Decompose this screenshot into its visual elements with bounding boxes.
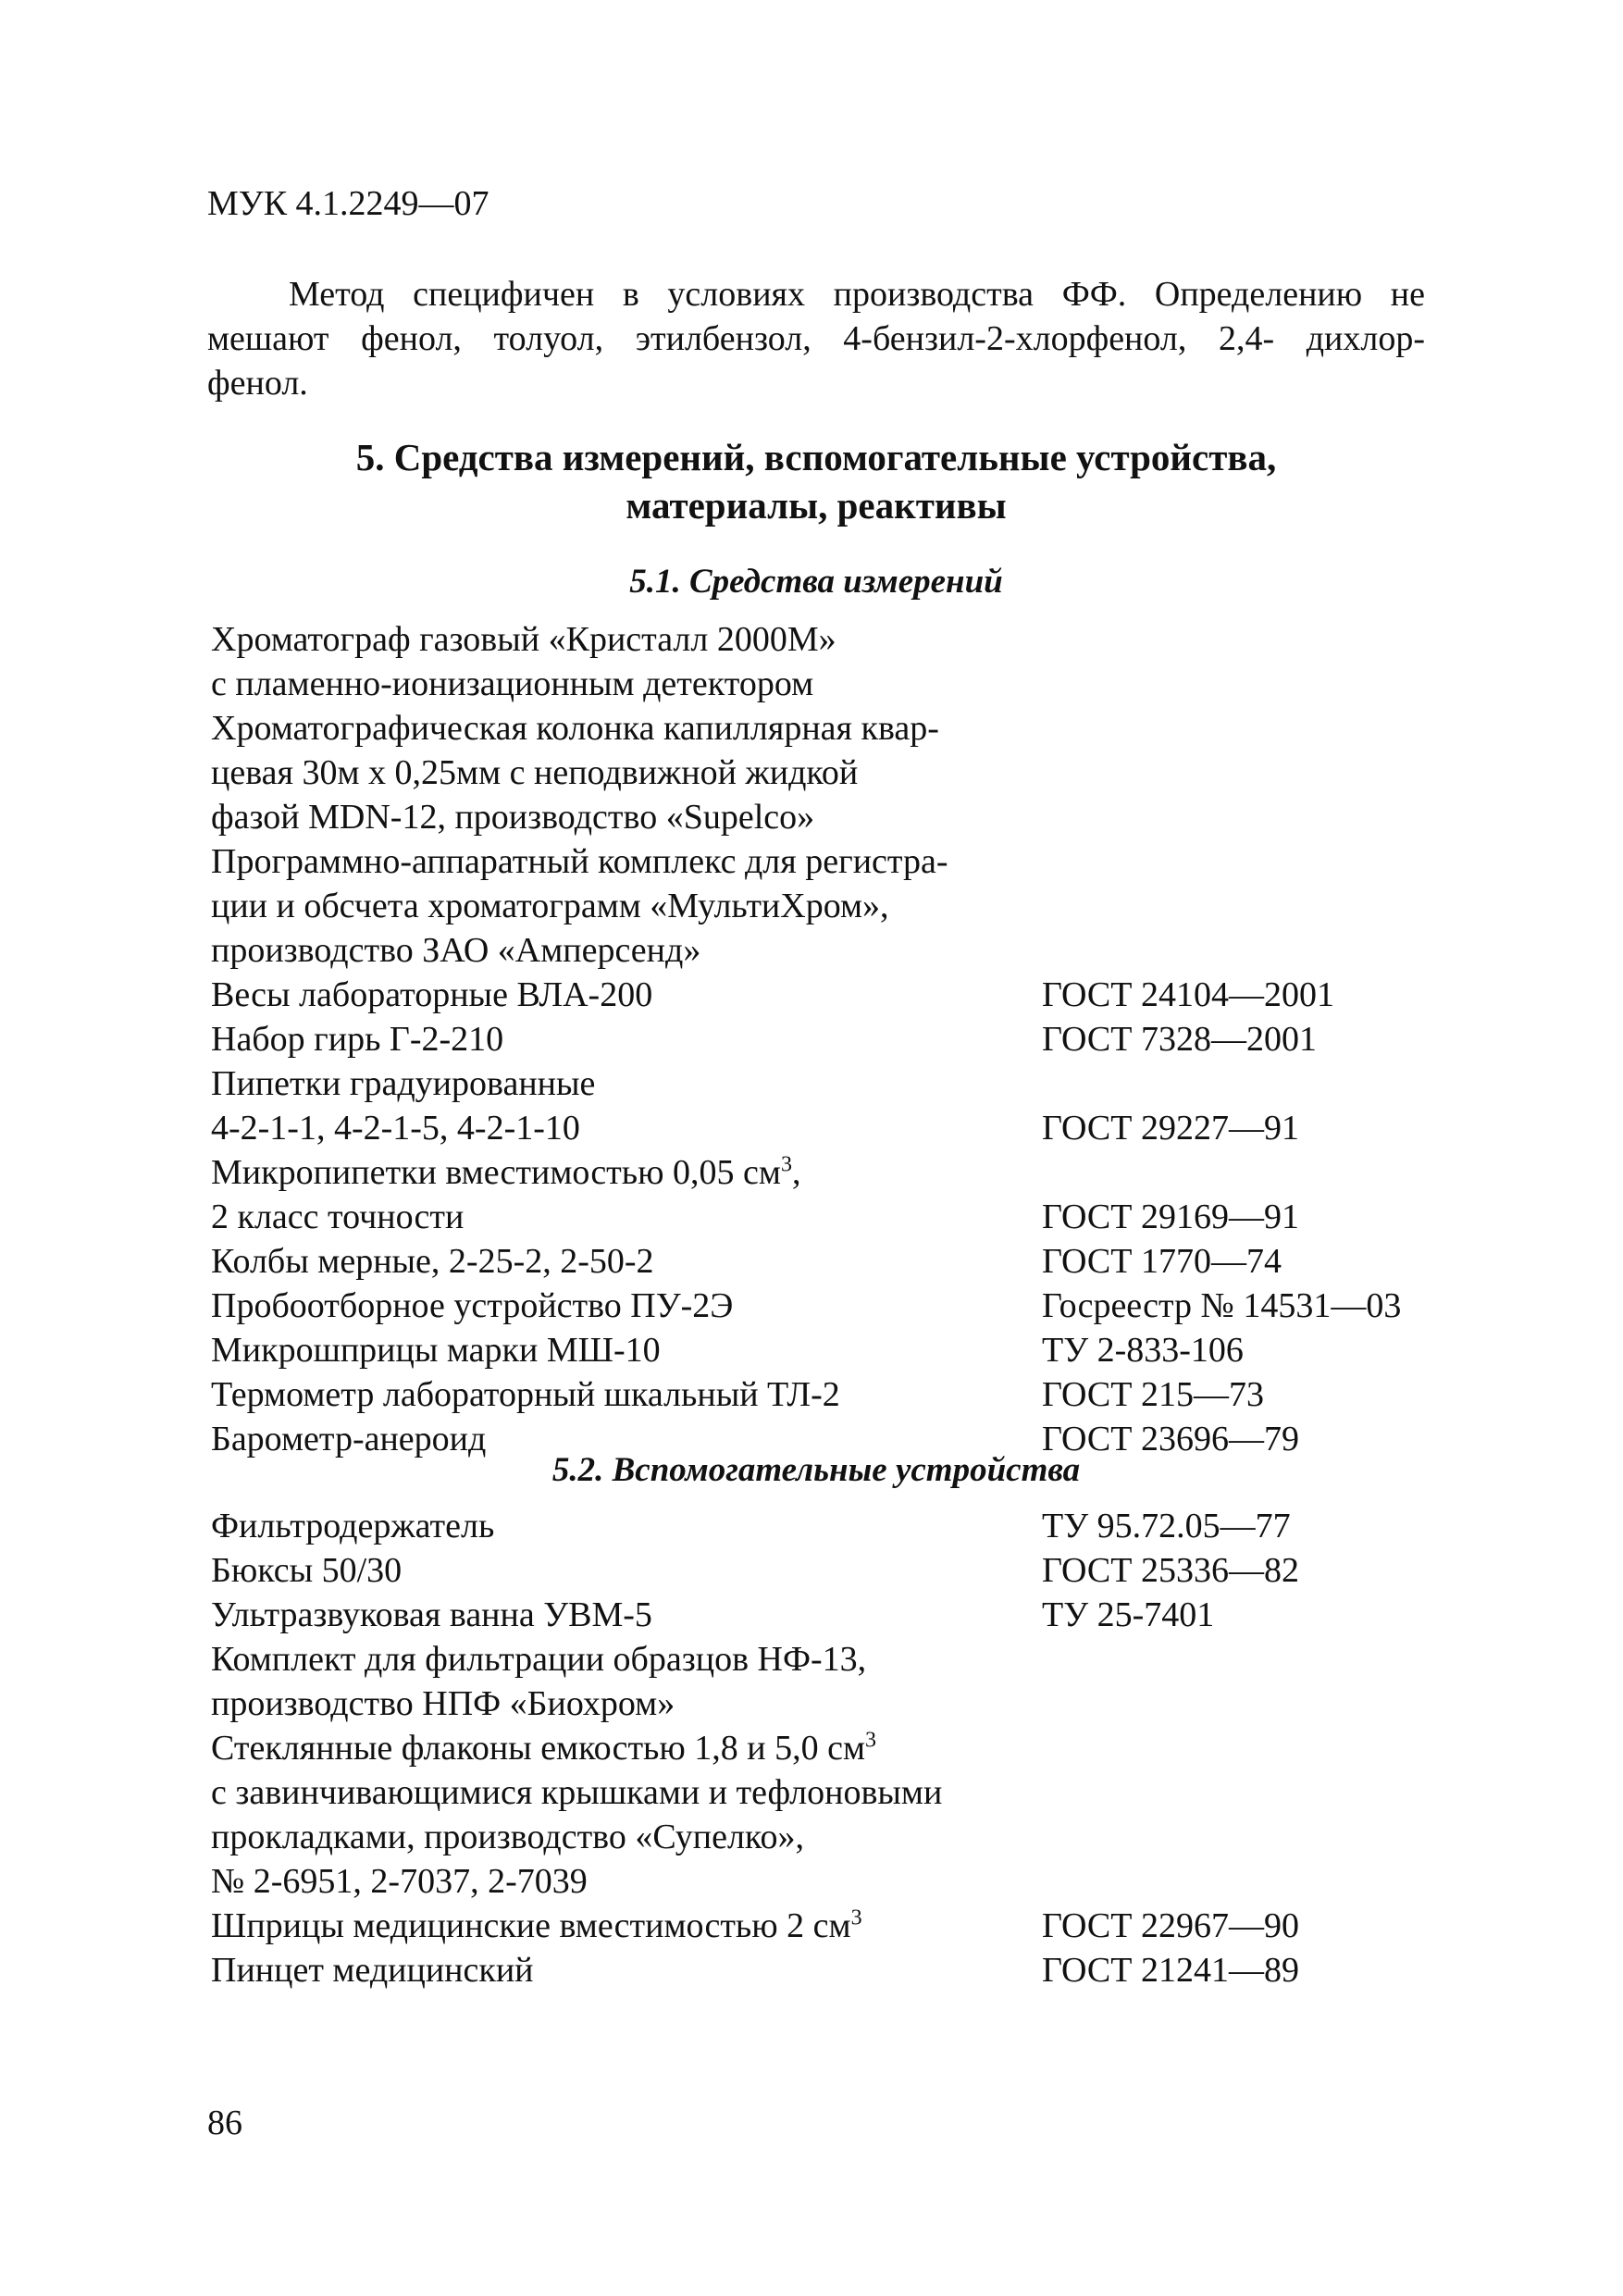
item-name: производство ЗАО «Амперсенд» (211, 931, 701, 970)
item-standard: ГОСТ 23696—79 (1042, 1420, 1299, 1458)
measuring-instruments-list (211, 618, 1469, 1462)
list-item (211, 885, 1469, 929)
list-item (211, 840, 1469, 885)
superscript: 3 (865, 1728, 877, 1753)
item-standard: Госреестр № 14531—03 (1042, 1286, 1402, 1325)
item-name: прокладками, производство «Супелко», (211, 1818, 804, 1856)
list-item (211, 1285, 1469, 1329)
list-item (211, 974, 1469, 1018)
item-name: 2 класс точности (211, 1198, 465, 1236)
item-name: Термометр лабораторный шкальный ТЛ-2 (211, 1375, 840, 1414)
item-name: цевая 30м х 0,25мм с неподвижной жидкой (211, 753, 859, 792)
item-name: Программно-аппаратный комплекс для регистра- (211, 842, 948, 881)
list-item (211, 1018, 1469, 1062)
list-item (211, 929, 1469, 974)
item-standard: ГОСТ 22967—90 (1042, 1906, 1299, 1945)
subsection-title-measuring: 5.1. Средства измерений (629, 563, 1003, 601)
list-item (211, 1594, 1469, 1638)
section-title-line: материалы, реактивы (626, 484, 1007, 527)
item-standard: ГОСТ 215—73 (1042, 1375, 1264, 1414)
item-name-text: Стеклянные флаконы емкостью 1,8 и 5,0 см (211, 1729, 866, 1768)
item-name: Бюксы 50/30 (211, 1551, 403, 1590)
item-name (211, 1905, 862, 1947)
item-name-text: Шприцы медицинские вместимостью 2 см (211, 1906, 851, 1945)
superscript: 3 (780, 1152, 792, 1177)
item-name: с завинчивающимися крышками и тефлоновыми (211, 1773, 943, 1812)
intro-line: фенол. (207, 364, 308, 403)
item-standard: ГОСТ 21241—89 (1042, 1951, 1299, 1990)
list-item (211, 1196, 1469, 1240)
list-item (211, 1682, 1469, 1727)
list-item (211, 663, 1469, 707)
list-item (211, 1373, 1469, 1418)
item-name: ции и обсчета хроматограмм «МультиХром», (211, 887, 889, 925)
list-item (211, 1329, 1469, 1373)
item-standard: ТУ 25-7401 (1042, 1595, 1215, 1634)
item-standard: ГОСТ 24104—2001 (1042, 975, 1334, 1014)
item-name: Комплект для фильтрации образцов НФ-13, (211, 1640, 867, 1679)
section-title (207, 433, 1425, 529)
list-item (211, 751, 1469, 796)
item-name: Пробоотборное устройство ПУ-2Э (211, 1286, 734, 1325)
item-name: Микрошприцы марки МШ-10 (211, 1331, 661, 1370)
list-item (211, 1062, 1469, 1107)
list-item (211, 1905, 1469, 1949)
intro-line: Метод специфичен в условиях производства ФФ. Определению не (289, 275, 1425, 314)
list-item (211, 796, 1469, 840)
item-name: Барометр-анероид (211, 1420, 487, 1458)
item-standard: ГОСТ 29169—91 (1042, 1198, 1299, 1236)
item-name: Фильтродержатель (211, 1507, 495, 1545)
item-name: Хроматографическая колонка капиллярная квар- (211, 709, 939, 748)
item-name: с пламенно-ионизационным детектором (211, 664, 814, 703)
item-name-text: Микропипетки вместимостью 0,05 см (211, 1153, 781, 1192)
list-item (211, 618, 1469, 663)
list-item (211, 707, 1469, 751)
item-standard: ГОСТ 7328—2001 (1042, 1020, 1317, 1059)
list-item (211, 1949, 1469, 1993)
item-name: 4-2-1-1, 4-2-1-5, 4-2-1-10 (211, 1109, 580, 1148)
list-item (211, 1151, 1469, 1196)
subsection-title-auxiliary: 5.2. Вспомогательные устройства (551, 1451, 1081, 1489)
list-item (211, 1505, 1469, 1549)
intro-paragraph (207, 272, 1425, 405)
list-item (211, 1860, 1469, 1905)
page-number: 86 (207, 2104, 242, 2142)
item-name: Пипетки градуированные (211, 1064, 596, 1103)
item-name: Весы лабораторные ВЛА-200 (211, 975, 653, 1014)
list-item (211, 1240, 1469, 1285)
item-name (211, 1727, 876, 1769)
list-item (211, 1727, 1469, 1771)
item-name: Набор гирь Г-2-210 (211, 1020, 504, 1059)
item-standard: ГОСТ 25336—82 (1042, 1551, 1299, 1590)
item-name: Ультразвуковая ванна УВМ-5 (211, 1595, 652, 1634)
item-name: фазой MDN-12, производство «Supelco» (211, 798, 815, 837)
item-name: Хроматограф газовый «Кристалл 2000М» (211, 620, 836, 659)
list-item (211, 1638, 1469, 1682)
auxiliary-devices-list (211, 1505, 1469, 1993)
item-standard: ТУ 95.72.05—77 (1042, 1507, 1291, 1545)
list-item (211, 1549, 1469, 1594)
item-name: Колбы мерные, 2-25-2, 2-50-2 (211, 1242, 654, 1281)
superscript: 3 (850, 1905, 862, 1930)
item-standard: ТУ 2-833-106 (1042, 1331, 1244, 1370)
item-name-tail: , (791, 1153, 801, 1192)
section-title-line: 5. Средства измерений, вспомогательные устройства, (355, 436, 1277, 478)
list-item (211, 1771, 1469, 1816)
list-item (211, 1816, 1469, 1860)
intro-line: мешают фенол, толуол, этилбензол, 4-бензил-2-хлорфенол, 2,4- дихлор- (207, 319, 1425, 358)
item-standard: ГОСТ 1770—74 (1042, 1242, 1282, 1281)
item-name (211, 1151, 800, 1194)
item-name: Пинцет медицинский (211, 1951, 534, 1990)
item-name: производство НПФ «Биохром» (211, 1684, 675, 1723)
item-standard: ГОСТ 29227—91 (1042, 1109, 1299, 1148)
document-id: МУК 4.1.2249—07 (207, 184, 489, 223)
list-item (211, 1107, 1469, 1151)
item-name: № 2-6951, 2-7037, 2-7039 (211, 1862, 588, 1901)
